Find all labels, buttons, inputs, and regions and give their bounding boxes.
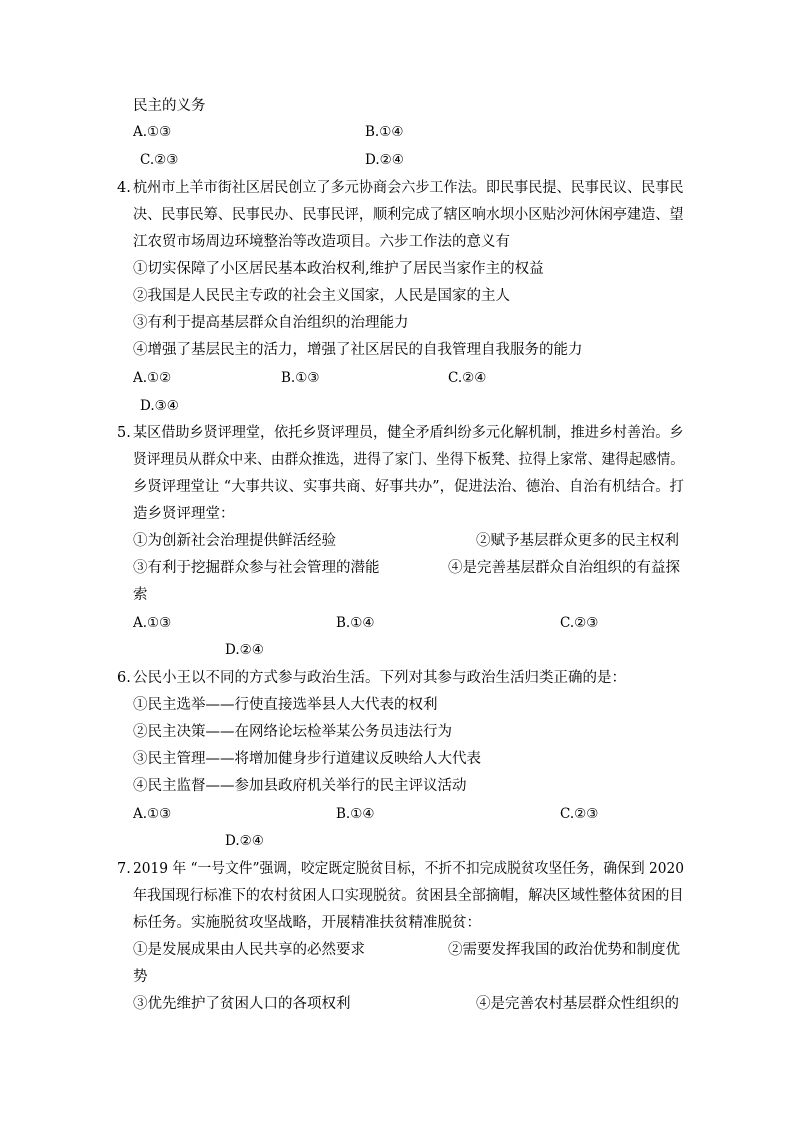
q3-stem-tail: 民主的义务 [133,98,206,114]
q7-item: ①是发展成果由人民共享的必然要求 [133,942,365,958]
q5-number: 5. [117,425,131,441]
q4-option-d[interactable]: D.③④ [140,398,179,414]
q7-item: ③优先维护了贫困人口的各项权利 [133,996,351,1012]
q5-stem-line: 贤评理员从群众中来、由群众推选，进得了家门、坐得下板凳、拉得上家常、建得起感情。 [133,452,684,468]
q5-option-d[interactable]: D.②④ [225,642,264,658]
q7-item: 势 [133,969,148,985]
q4-item: ①切实保障了小区居民基本政治权利,维护了居民当家作主的权益 [133,261,544,277]
q4-option-b[interactable]: B.①③ [281,370,320,386]
q5-item: ③有利于挖掘群众参与社会管理的潜能 [133,560,380,576]
q3-option-b[interactable]: B.①④ [365,124,404,140]
q5-option-a[interactable]: A.①③ [133,615,172,631]
q3-option-c[interactable]: C.②③ [140,152,179,168]
q3-option-a[interactable]: A.①③ [133,124,172,140]
q4-option-c[interactable]: C.②④ [448,370,487,386]
q6-option-b[interactable]: B.①④ [336,806,375,822]
q6-option-a[interactable]: A.①③ [133,806,172,822]
q7-stem-line: 标任务。实施脱贫攻坚战略，开展精准扶贫精准脱贫： [133,915,481,931]
q6-stem-line: 公民小王以不同的方式参与政治生活。下列对其参与政治生活归类正确的是： [133,670,626,686]
q6-option-d[interactable]: D.②④ [225,833,264,849]
q6-number: 6. [117,670,131,686]
q5-item: ④是完善基层群众自治组织的有益探 [448,560,680,576]
q5-item: ①为创新社会治理提供鲜活经验 [133,533,336,549]
q6-item: ②民主决策——在网络论坛检举某公务员违法行为 [133,724,452,740]
q7-stem-line: 2019 年 “一号文件”强调，咬定既定脱贫目标，不折不扣完成脱贫攻坚任务，确保到 2020 [133,861,684,877]
q4-number: 4. [117,180,131,196]
q5-stem-line: 造乡贤评理堂： [133,506,235,522]
q4-option-a[interactable]: A.①② [133,370,172,386]
q4-stem-line: 江农贸市场周边环境整治等改造项目。六步工作法的意义有 [133,234,510,250]
q6-item: ③民主管理——将增加健身步行道建议反映给人大代表 [133,751,481,767]
q4-item: ②我国是人民民主专政的社会主义国家，人民是国家的主人 [133,288,510,304]
q5-item: 索 [133,587,148,603]
q5-stem-line: 乡贤评理堂让 “大事共议、实事共商、好事共办”，促进法治、德治、自治有机结合。打 [133,479,684,495]
q6-item: ④民主监督——参加县政府机关举行的民主评议活动 [133,778,467,794]
q4-item: ④增强了基层民主的活力，增强了社区居民的自我管理自我服务的能力 [133,342,583,358]
q5-option-b[interactable]: B.①④ [336,615,375,631]
q4-item: ③有利于提高基层群众自治组织的治理能力 [133,315,409,331]
q7-number: 7. [117,861,131,877]
q5-option-c[interactable]: C.②③ [560,615,599,631]
q7-item: ④是完善农村基层群众性组织的 [476,996,679,1012]
q5-item: ②赋予基层群众更多的民主权利 [476,533,679,549]
q3-option-d[interactable]: D.②④ [365,152,404,168]
q6-item: ①民主选举——行使直接选举县人大代表的权利 [133,697,438,713]
q7-item: ②需要发挥我国的政治优势和制度优 [448,942,680,958]
q4-stem-line: 决、民事民筹、民事民办、民事民评，顺利完成了辖区响水坝小区贴沙河休闲亭建造、望 [133,207,684,223]
q4-stem-line: 杭州市上羊市街社区居民创立了多元协商会六步工作法。即民事民提、民事民议、民事民 [133,180,684,196]
q7-stem-line: 年我国现行标准下的农村贫困人口实现脱贫。贫困县全部摘帽，解决区域性整体贫困的目 [133,888,684,904]
q5-stem-line: 某区借助乡贤评理堂，依托乡贤评理员，健全矛盾纠纷多元化解机制，推进乡村善治。乡 [133,425,684,441]
q6-option-c[interactable]: C.②③ [560,806,599,822]
